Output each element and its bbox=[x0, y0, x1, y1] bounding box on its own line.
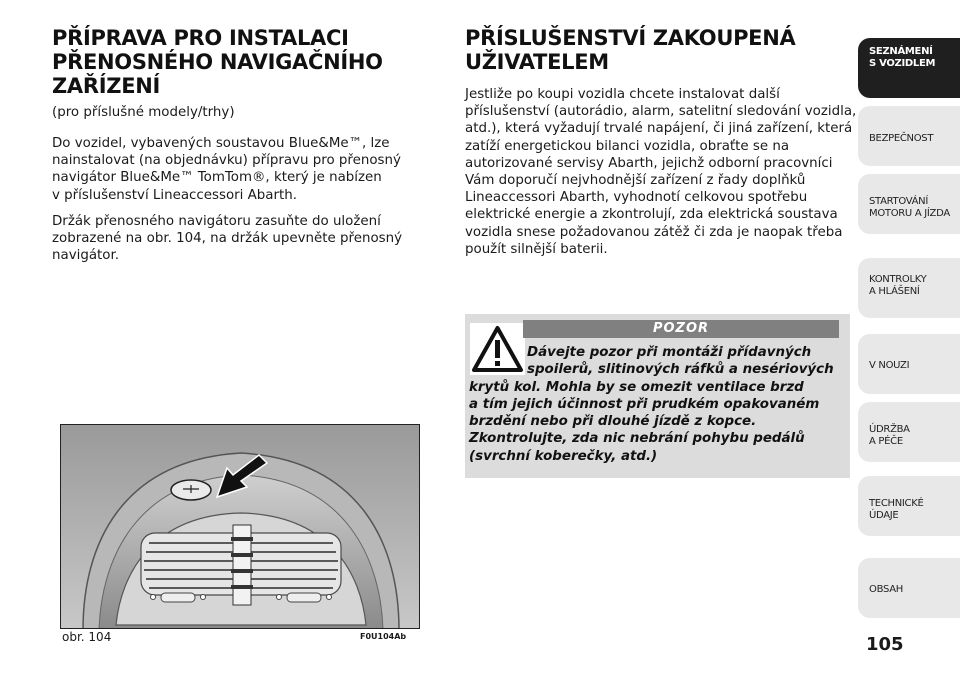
tab-label: A PÉČE bbox=[869, 436, 903, 447]
text-line: použít silnější baterii. bbox=[465, 241, 608, 257]
tab-v-nouzi[interactable] bbox=[858, 334, 960, 394]
section-heading-accessories bbox=[465, 26, 850, 74]
warning-title: POZOR bbox=[523, 320, 839, 338]
figure-code: F0U104Ab bbox=[360, 632, 407, 641]
tab-udrzba-a-pece[interactable] bbox=[858, 402, 960, 462]
tab-label: BEZPEČNOST bbox=[869, 133, 934, 144]
section-heading-navigation bbox=[52, 26, 424, 98]
text-line: nainstalovat (na objednávku) přípravu pro přenosný bbox=[52, 153, 401, 169]
tab-label: KONTROLKY bbox=[869, 274, 927, 285]
text-line: v příslušenství Lineaccessori Abarth. bbox=[52, 187, 297, 203]
tab-label: A HLÁŠENÍ bbox=[869, 286, 920, 297]
figure-caption: obr. 104 bbox=[62, 630, 112, 644]
heading-line: ZAŘÍZENÍ bbox=[52, 74, 161, 98]
tab-label: STARTOVÁNÍ bbox=[869, 196, 929, 207]
warning-line: brzdění nebo při dlouhé jízdě z kopce. bbox=[469, 414, 757, 430]
text-line: vozidla snese požadovanou zátěž či zda je naopak třeba bbox=[465, 224, 843, 240]
heading-line: UŽIVATELEM bbox=[465, 50, 609, 74]
tab-label: SEZNÁMENÍ bbox=[869, 46, 933, 57]
text-line: Lineaccessori Abarth, vyhodnotí celkovou spotřebu bbox=[465, 190, 808, 206]
tab-obsah[interactable] bbox=[858, 558, 960, 618]
tab-label: ÚDAJE bbox=[869, 510, 899, 521]
warning-line: a tím jejich účinnost při prudkém opakovaném bbox=[469, 396, 820, 412]
paragraph-blueme bbox=[52, 135, 424, 204]
tab-label: OBSAH bbox=[869, 584, 903, 595]
page-number: 105 bbox=[866, 634, 904, 655]
tab-technicke-udaje[interactable] bbox=[858, 476, 960, 536]
tab-startovani-motoru-a-jizda[interactable] bbox=[858, 174, 960, 234]
section-subtitle: (pro příslušné modely/trhy) bbox=[52, 105, 235, 120]
text-line: příslušenství (autorádio, alarm, satelitní sledování vozidla, bbox=[465, 104, 857, 120]
tab-label: V NOUZI bbox=[869, 360, 910, 371]
right-column bbox=[465, 26, 857, 258]
warning-box bbox=[465, 314, 850, 478]
warning-line: (svrchní koberečky, atd.) bbox=[469, 448, 658, 464]
text-line: autorizované servisy Abarth, jejichž odborní pracovníci bbox=[465, 155, 833, 171]
text-line: zatíží energetickou bilanci vozidla, obraťte se na bbox=[465, 138, 790, 154]
warning-line: krytů kol. Mohla by se omezit ventilace brzd bbox=[469, 379, 804, 395]
dashboard-illustration bbox=[61, 425, 420, 629]
text-line: Držák přenosného navigátoru zasuňte do uložení bbox=[52, 213, 381, 229]
text-line: Jestliže po koupi vozidla chcete instalovat další bbox=[465, 87, 780, 102]
figure-dashboard-vent bbox=[60, 424, 420, 629]
warning-line: Dávejte pozor při montáži přídavných bbox=[527, 345, 812, 360]
heading-line: PŘÍPRAVA PRO INSTALACI bbox=[52, 26, 349, 50]
warning-text bbox=[465, 344, 850, 465]
warning-line: spoilerů, slitinových ráfků a nesériových bbox=[527, 362, 834, 378]
tab-bezpecnost[interactable] bbox=[858, 106, 960, 166]
heading-line: PŘENOSNÉHO NAVIGAČNÍHO bbox=[52, 50, 383, 74]
text-line: Vám doporučí nejvhodnější zařízení z řady doplňků bbox=[465, 173, 806, 189]
text-line: atd.), která vyžadují trvalé napájení, či jiná zařízení, která bbox=[465, 121, 853, 137]
tab-label: TECHNICKÉ bbox=[869, 498, 924, 509]
text-line: Do vozidel, vybavených soustavou Blue&Me™, lze bbox=[52, 136, 390, 151]
warning-line: Zkontrolujte, zda nic nebrání pohybu pedálů bbox=[469, 431, 805, 447]
tab-label: ÚDRŽBA bbox=[869, 424, 910, 435]
left-column bbox=[52, 26, 424, 264]
tab-label: MOTORU A JÍZDA bbox=[869, 208, 950, 219]
text-line: zobrazené na obr. 104, na držák upevněte přenosný bbox=[52, 231, 403, 247]
paragraph-accessories bbox=[465, 86, 857, 258]
heading-line: PŘÍSLUŠENSTVÍ ZAKOUPENÁ bbox=[465, 26, 796, 50]
tab-label: S VOZIDLEM bbox=[869, 58, 936, 69]
text-line: navigátor. bbox=[52, 248, 120, 264]
paragraph-holder bbox=[52, 213, 424, 265]
tab-seznameni-s-vozidlem[interactable] bbox=[858, 38, 960, 98]
text-line: elektrické energie a zkontrolují, zda elektrická soustava bbox=[465, 207, 838, 223]
tab-kontrolky-a-hlaseni[interactable] bbox=[858, 258, 960, 318]
text-line: navigátor Blue&Me™ TomTom®, který je nabízen bbox=[52, 170, 382, 186]
